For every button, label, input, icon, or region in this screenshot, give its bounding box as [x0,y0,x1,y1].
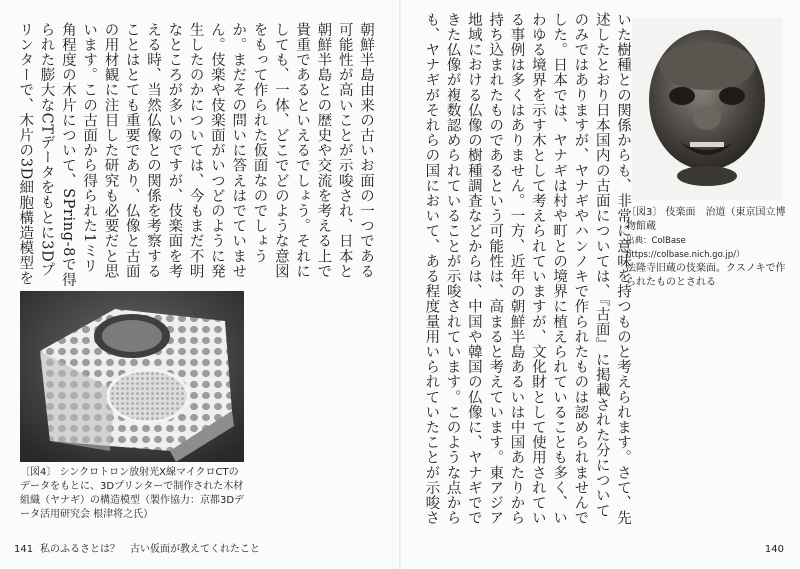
wood-cell-model-icon [20,291,244,462]
figure-3-title: 〔図3〕 伎楽面 治道（東京国立博物館蔵 [626,207,786,232]
running-head: 私のふるさとは？ 古い仮面が教えてくれたこと [40,544,260,555]
gigaku-mask-icon [632,18,782,200]
figure-3-caption [626,206,786,288]
figure-3-image [632,18,782,200]
right-page-number: 140 [764,544,784,555]
figure-3-source: 出典：ColBase https://colbase.nich.go.jp/） [626,236,745,260]
left-page-body-text: 朝鮮半島由来の古いお面の一つである可能性が高いことが示唆され、日本と朝鮮半島との歴史や交流を考える上で貴重であるといえるでしょう。それにしても、一体、どこでどのような意図をもって作られた仮面なのでしょうか。まだその問いに答えはでていません。伎楽や伎楽面がいつどのように発生したのかについては、今もまだ不明なところが多いのですが、伎楽面を考える時、当然仏像との関係を考察することはとても重要であり、仏像と古面の用材観に注目した研究も必要だと思います。この古面から得られた1ミリ角程度の木片について、SPring-8で得られた膨大なCTデータをもとに3Dプリンターで、木片の3D細胞構造模型を [17,22,374,288]
right-page-upper-text: いた樹種との関係からも、非常に意味を持つものと考えられます。さて、先述したとおり日本国内の古面については、『古面』に掲載された分についてのみではありますが、ヤナギやハンノキで作られたものは認められませんでした。日本では、ヤナギは村や町との境界に植えられていることも多く、いわゆる境界を示す木として考えられていますが、文化財として使用されている事例は多くはありません。一方、近年の朝鮮半島あるいは中国あたりから持ち込まれたものであるという可能性は、高まると考えています。東アジア地域における仏像の樹種調査などからは、中国や韓国の仏像に、ヤナギでできた仏像が複数認められていることが示唆されています。このような点からも、ヤナギがそれらの国において、ある程度量用いられていたことが示唆さ [423,12,631,526]
figure-3-note: 法隆寺旧蔵の伎楽面。クスノキで作られたものとされる [626,263,786,288]
figure-4-image [20,291,244,462]
left-page-number: 141 [14,544,34,555]
page-gutter [399,0,401,569]
figure-4-caption: 〔図4〕 シンクロトロン放射光X線マイクロCTのデータをもとに、3Dプリンターで制作された木材組織（ヤナギ）の構造模型（製作協力：京都3Dデータ活用研究会 根津将之氏） [20,467,245,520]
